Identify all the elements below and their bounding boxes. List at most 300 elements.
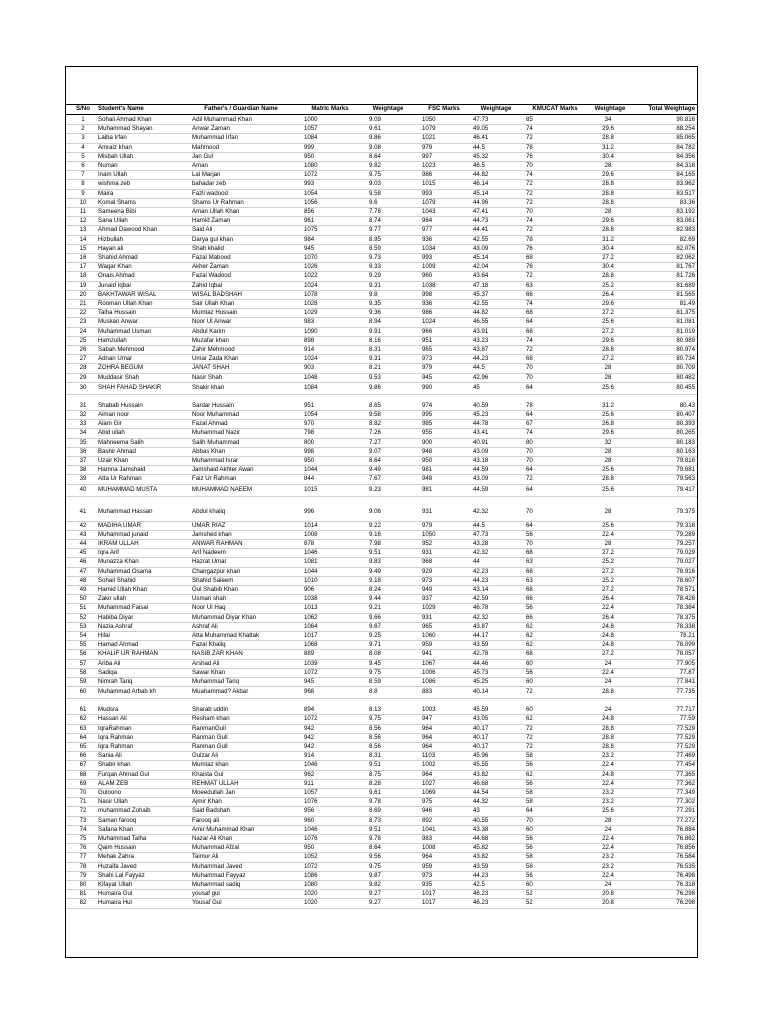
total-weightage-cell: 88.254 [676,125,695,133]
total-weightage-cell: 82.69 [679,235,695,243]
kmucat-marks-cell: 68 [526,567,533,575]
kmucat-marks-cell: 72 [526,134,533,142]
student-name-cell: Furqan Ahmad Gul [98,770,150,778]
kmucat-marks-cell: 62 [526,622,533,630]
kmucat-marks-cell: 62 [526,770,533,778]
kmucat-marks-cell: 64 [526,521,533,529]
guardian-name-cell: Fazal Khaliq [192,641,226,649]
kmucat-marks-cell: 72 [526,346,533,353]
matric-marks-cell: 1046 [304,761,318,769]
matric-marks-cell: 950 [304,457,315,464]
guardian-name-cell: Usman shah [192,595,227,603]
kmucat-weightage-cell: 23.2 [602,798,614,806]
kmucat-weightage-cell: 22.4 [602,604,614,612]
kmucat-weightage-cell: 31.2 [602,143,614,151]
serial-cell: 82 [79,899,87,907]
guardian-name-cell: Sawar Khan [192,668,226,676]
kmucat-marks-cell: 64 [526,485,533,493]
total-weightage-cell: 78.099 [676,641,695,649]
fsc-weightage-cell: 44.5 [473,364,485,372]
matric-weightage-cell: 9.75 [369,668,381,676]
guardian-name-cell: Faiz Ur Rahman [192,475,237,483]
fsc-marks-cell: 936 [422,235,433,243]
table-header-row [66,104,697,115]
guardian-name-cell: Fazal Mabood [192,254,231,261]
kmucat-marks-cell: 72 [526,743,533,750]
guardian-name-cell: Umar Zada Khan [192,355,239,363]
matric-marks-cell: 970 [304,420,315,428]
total-weightage-cell: 77.272 [676,816,695,824]
student-name-cell: Shabab Hussain [98,401,143,409]
kmucat-marks-cell: 63 [526,281,533,289]
total-weightage-cell: 78.21 [679,632,695,639]
fsc-weightage-cell: 40.14 [473,688,489,696]
matric-marks-cell: 1024 [304,355,318,363]
guardian-name-cell: Muhammad Tariq [192,678,239,685]
kmucat-weightage-cell: 22.4 [602,668,614,676]
total-weightage-cell: 80.183 [676,438,695,446]
total-weightage-cell: 85.065 [676,134,695,142]
fsc-weightage-cell: 45.32 [473,152,489,160]
kmucat-weightage-cell: 22.4 [602,871,614,879]
guardian-name-cell: Shakir khan [192,383,225,391]
total-weightage-cell: 84.356 [676,152,695,160]
fsc-marks-cell: 1041 [422,825,436,833]
kmucat-marks-cell: 60 [526,825,533,833]
kmucat-weightage-cell: 24.8 [602,622,614,630]
fsc-weightage-cell: 42.59 [473,595,489,603]
serial-cell: 20 [79,290,87,298]
total-weightage-cell: 78.338 [676,622,695,630]
total-weightage-cell: 80.709 [676,364,695,372]
fsc-marks-cell: 973 [422,576,433,584]
matric-marks-cell: 945 [304,244,315,252]
guardian-name-cell: Changazpur khan [192,567,241,575]
kmucat-marks-cell: 56 [526,761,533,769]
fsc-weightage-cell: 44.46 [473,659,489,667]
fsc-marks-cell: 965 [422,622,433,630]
kmucat-marks-cell: 76 [526,263,533,271]
serial-cell: 53 [79,622,87,630]
serial-cell: 76 [79,844,87,852]
student-name-cell: Muskan Anwar [98,318,138,326]
total-weightage-cell: 78.607 [676,576,695,584]
kmucat-marks-cell: 68 [526,254,533,261]
student-name-cell: Komal Shams [98,198,136,206]
kmucat-marks-cell: 56 [526,871,533,879]
fsc-marks-cell: 1050 [422,530,436,538]
matric-marks-cell: 1090 [304,327,318,335]
kmucat-marks-cell: 62 [526,641,533,649]
matric-marks-cell: 1026 [304,263,318,271]
guardian-name-cell: Abdul Karim [192,327,226,335]
matric-weightage-cell: 9.35 [369,300,381,307]
matric-marks-cell: 962 [304,770,315,778]
matric-marks-cell: 844 [304,475,315,483]
kmucat-weightage-cell: 29.6 [602,217,614,225]
kmucat-weightage-cell: 20.8 [602,890,614,898]
total-weightage-cell: 83.962 [676,180,695,188]
matric-marks-cell: 914 [304,752,315,760]
fsc-marks-cell: 964 [422,724,433,732]
fsc-weightage-cell: 46.5 [473,162,485,169]
matric-marks-cell: 1044 [304,567,318,575]
student-name-cell: Hayan ali [98,244,124,252]
fsc-marks-cell: 1023 [422,162,436,169]
fsc-marks-cell: 1038 [422,281,436,289]
matric-marks-cell: 1070 [304,254,318,261]
matric-marks-cell: 1013 [304,604,318,612]
kmucat-weightage-cell: 32 [604,438,612,446]
fsc-marks-cell: 1050 [422,116,436,123]
matric-weightage-cell: 8.28 [369,779,381,787]
serial-cell: 45 [79,549,87,557]
matric-weightage-cell: 9.6 [369,198,378,206]
matric-weightage-cell: 7.67 [369,475,381,483]
fsc-marks-cell: 960 [422,272,433,280]
total-weightage-cell: 80.163 [676,447,695,455]
fsc-marks-cell: 1003 [422,706,436,714]
serial-cell: 51 [79,604,87,612]
student-name-cell: Muhammad junaid [98,530,149,538]
kmucat-marks-cell: 72 [526,180,533,188]
table-row [66,503,697,522]
kmucat-marks-cell: 74 [526,125,533,133]
serial-cell: 10 [79,198,87,206]
kmucat-marks-cell: 68 [526,549,533,557]
guardian-name-cell: Mumtaz khan [192,761,229,769]
matric-marks-cell: 1072 [304,668,318,676]
fsc-marks-cell: 929 [422,567,433,575]
fsc-weightage-cell: 44.23 [473,871,489,879]
matric-weightage-cell: 8.21 [369,364,381,372]
kmucat-weightage-cell: 25.6 [602,466,614,474]
kmucat-marks-cell: 74 [526,217,533,225]
matric-weightage-cell: 9.56 [369,853,381,861]
matric-weightage-cell: 9.75 [369,715,381,723]
student-name-cell: Ahmad Dawood Khan [98,226,158,234]
guardian-name-cell: Zahid Iqbal [192,281,223,289]
student-name-cell: Munazza Khan [98,558,139,566]
student-name-cell: Onais Ahmad [98,272,135,280]
matric-marks-cell: 960 [304,816,315,824]
matric-marks-cell: 1057 [304,125,318,133]
serial-cell: 12 [79,217,87,225]
serial-cell: 40 [79,485,87,493]
kmucat-marks-cell: 72 [526,688,533,696]
matric-weightage-cell: 9.16 [369,530,381,538]
fsc-marks-cell: 985 [422,420,433,428]
guardian-name-cell: Muhammad Fayyaz [192,871,246,879]
column-header: Weightage [372,105,404,112]
matric-marks-cell: 856 [304,208,315,215]
guardian-name-cell: Atta Muhammad Khattak [192,632,260,639]
total-weightage-cell: 80.734 [676,355,695,363]
kmucat-weightage-cell: 25.6 [602,807,614,815]
kmucat-weightage-cell: 25.6 [602,383,614,391]
kmucat-weightage-cell: 27.2 [602,586,614,593]
kmucat-marks-cell: 72 [526,189,533,197]
fsc-weightage-cell: 43.87 [473,622,489,630]
fsc-weightage-cell: 45.82 [473,844,489,852]
student-name-cell: Sana Ullah [98,217,128,225]
matric-marks-cell: 1046 [304,549,318,557]
kmucat-weightage-cell: 28.8 [602,743,614,750]
kmucat-weightage-cell: 27.2 [602,567,614,575]
matric-weightage-cell: 8.56 [369,733,381,741]
total-weightage-cell: 79.289 [676,530,695,538]
total-weightage-cell: 77.717 [676,706,695,714]
kmucat-weightage-cell: 28.8 [602,346,614,353]
fsc-weightage-cell: 40.17 [473,743,489,750]
kmucat-marks-cell: 56 [526,844,533,852]
matric-weightage-cell: 8.74 [369,217,381,225]
column-header: Matric Marks [311,105,349,112]
guardian-name-cell: Muzafar khan [192,336,229,344]
matric-weightage-cell: 9.78 [369,798,381,806]
kmucat-weightage-cell: 28.8 [602,180,614,188]
kmucat-weightage-cell: 30.4 [602,263,614,271]
guardian-name-cell: Muhammad Irfan [192,134,239,142]
kmucat-weightage-cell: 27.2 [602,309,614,317]
guardian-name-cell: Noor Muhammad [192,411,240,418]
fsc-weightage-cell: 47.73 [473,116,489,123]
kmucat-weightage-cell: 24.8 [602,715,614,723]
matric-weightage-cell: 9.67 [369,622,381,630]
kmucat-marks-cell: 76 [526,152,533,160]
student-name-cell: Numan [98,162,118,169]
fsc-weightage-cell: 40.17 [473,733,489,741]
matric-marks-cell: 1020 [304,890,318,898]
student-name-cell: Hizbullah [98,235,124,243]
student-name-cell: Shahid Ahmad [98,254,138,261]
matric-marks-cell: 942 [304,724,315,732]
fsc-weightage-cell: 45.25 [473,678,489,685]
kmucat-weightage-cell: 28 [604,373,612,381]
serial-cell: 75 [79,835,87,842]
kmucat-marks-cell: 72 [526,198,533,206]
fsc-marks-cell: 948 [422,475,433,483]
total-weightage-cell: 82.062 [676,254,695,261]
fsc-marks-cell: 1069 [422,789,436,796]
student-name-cell: Mehak Zahra [98,853,134,861]
fsc-weightage-cell: 45.59 [473,706,489,714]
fsc-marks-cell: 964 [422,853,433,861]
matric-marks-cell: 906 [304,586,315,593]
matric-marks-cell: 903 [304,364,315,372]
fsc-marks-cell: 998 [422,290,433,298]
kmucat-marks-cell: 70 [526,507,533,515]
serial-cell: 18 [79,272,87,280]
fsc-marks-cell: 993 [422,189,433,197]
serial-cell: 50 [79,595,87,603]
fsc-marks-cell: 935 [422,881,433,888]
fsc-weightage-cell: 42.04 [473,263,489,271]
fsc-weightage-cell: 42.32 [473,613,489,621]
fsc-marks-cell: 931 [422,507,433,515]
serial-cell: 21 [79,300,87,307]
total-weightage-cell: 84.318 [676,162,695,169]
total-weightage-cell: 76.884 [676,825,695,833]
fsc-marks-cell: 1067 [422,659,436,667]
student-name-cell: muhammad Zohaib [98,807,151,815]
student-name-cell: Iqra Arif [98,549,119,557]
student-name-cell: Nimrah Tariq [98,678,133,685]
serial-cell: 4 [81,143,85,151]
kmucat-weightage-cell: 29.6 [602,125,614,133]
fsc-marks-cell: 993 [422,254,433,261]
fsc-marks-cell: 986 [422,309,433,317]
guardian-name-cell: Yousaf Gul [192,899,222,907]
matric-weightage-cell: 8.75 [369,770,381,778]
matric-weightage-cell: 9.61 [369,125,381,133]
matric-marks-cell: 1008 [304,530,318,538]
matric-marks-cell: 1072 [304,171,318,179]
fsc-marks-cell: 984 [422,217,433,225]
fsc-weightage-cell: 42.78 [473,650,489,658]
kmucat-weightage-cell: 22.4 [602,761,614,769]
kmucat-marks-cell: 66 [526,595,533,603]
fsc-marks-cell: 981 [422,466,433,474]
serial-cell: 13 [79,226,87,234]
matric-weightage-cell: 9.27 [369,899,381,907]
student-name-cell: Iqra Rahman [98,743,134,750]
fsc-weightage-cell: 44.73 [473,217,489,225]
serial-cell: 19 [79,281,87,289]
guardian-name-cell: Sardar Hussain [192,401,234,409]
guardian-name-cell: Resham khan [192,715,230,723]
student-name-cell: Mahneema Salih [98,438,144,446]
fsc-marks-cell: 1029 [422,604,436,612]
matric-marks-cell: 1062 [304,613,318,621]
fsc-weightage-cell: 44.41 [473,226,489,234]
kmucat-weightage-cell: 29.6 [602,300,614,307]
matric-weightage-cell: 8.64 [369,152,381,160]
fsc-weightage-cell: 43.09 [473,447,489,455]
fsc-weightage-cell: 42.32 [473,507,489,515]
kmucat-marks-cell: 56 [526,604,533,612]
guardian-name-cell: REHMAT ULLAH [192,779,239,787]
kmucat-weightage-cell: 20.8 [602,899,614,907]
fsc-marks-cell: 952 [422,540,433,547]
matric-weightage-cell: 8.13 [369,706,381,714]
kmucat-weightage-cell: 24 [604,678,612,685]
fsc-weightage-cell: 44.68 [473,835,489,842]
fsc-weightage-cell: 47.41 [473,208,489,215]
fsc-weightage-cell: 44.78 [473,420,489,428]
serial-cell: 52 [79,613,87,621]
guardian-name-cell: Darya gul khan [192,235,233,243]
kmucat-weightage-cell: 28 [604,816,612,824]
total-weightage-cell: 76.584 [676,853,695,861]
fsc-weightage-cell: 43.82 [473,853,489,861]
guardian-name-cell: Khaista Gul [192,770,224,778]
guardian-name-cell: Said Ali [192,226,213,234]
serial-cell: 43 [79,530,87,538]
serial-cell: 38 [79,466,87,474]
fsc-weightage-cell: 44.5 [473,521,485,529]
total-weightage-cell: 77.841 [676,678,695,685]
serial-cell: 44 [79,540,87,547]
matric-weightage-cell: 9.78 [369,835,381,842]
student-name-cell: MADIHA UMAR [98,521,141,529]
student-name-cell: Muhammad Osama [98,567,152,575]
fsc-marks-cell: 964 [422,770,433,778]
student-name-cell: Humaira Hul [98,899,132,907]
matric-marks-cell: 1054 [304,189,318,197]
student-name-cell: Sadiqa [98,668,117,676]
matric-marks-cell: 1072 [304,862,318,870]
matric-weightage-cell: 8.59 [369,244,381,252]
kmucat-marks-cell: 58 [526,862,533,870]
kmucat-weightage-cell: 24 [604,659,612,667]
kmucat-marks-cell: 80 [526,438,533,446]
serial-cell: 23 [79,318,87,326]
kmucat-weightage-cell: 22.4 [602,530,614,538]
matric-marks-cell: 1048 [304,373,318,381]
matric-marks-cell: 894 [304,706,315,714]
total-weightage-cell: 76.535 [676,862,695,870]
kmucat-weightage-cell: 28 [604,447,612,455]
fsc-marks-cell: 1015 [422,180,436,188]
student-name-cell: Aiman noor [98,411,130,418]
matric-marks-cell: 1017 [304,632,318,639]
total-weightage-cell: 81.019 [676,327,695,335]
fsc-weightage-cell: 43.09 [473,244,489,252]
student-name-cell: Hamzullah [98,336,127,344]
kmucat-weightage-cell: 28 [604,208,612,215]
student-name-cell: Qaim Hussain [98,844,137,852]
kmucat-marks-cell: 72 [526,272,533,280]
serial-cell: 55 [79,641,87,649]
kmucat-weightage-cell: 25.2 [602,576,614,584]
matric-marks-cell: 798 [304,429,315,437]
kmucat-marks-cell: 62 [526,715,533,723]
kmucat-weightage-cell: 22.4 [602,844,614,852]
student-name-cell: Talha Hussain [98,309,137,317]
kmucat-weightage-cell: 34 [604,116,612,123]
kmucat-weightage-cell: 27.2 [602,650,614,658]
matric-marks-cell: 1022 [304,272,318,280]
fsc-weightage-cell: 45.23 [473,411,489,418]
fsc-marks-cell: 995 [422,411,433,418]
student-name-cell: Hamid Ullah Khan [98,586,148,593]
kmucat-weightage-cell: 28.8 [602,198,614,206]
kmucat-weightage-cell: 28.8 [602,272,614,280]
fsc-marks-cell: 1017 [422,899,436,907]
student-name-cell: Guloono [98,789,122,796]
matric-marks-cell: 1020 [304,899,318,907]
guardian-name-cell: Jamshaid Akhter Awan [192,466,254,474]
matric-weightage-cell: 9.51 [369,825,381,833]
fsc-weightage-cell: 44.59 [473,466,489,474]
fsc-weightage-cell: 43.14 [473,586,489,593]
fsc-weightage-cell: 45.37 [473,290,489,298]
kmucat-marks-cell: 70 [526,162,533,169]
student-name-cell: Sameena Bibi [98,208,136,215]
kmucat-weightage-cell: 24 [604,706,612,714]
matric-weightage-cell: 8.94 [369,318,381,326]
kmucat-marks-cell: 58 [526,853,533,861]
matric-weightage-cell: 8.31 [369,752,381,760]
fsc-marks-cell: 959 [422,862,433,870]
total-weightage-cell: 77.362 [676,779,695,787]
serial-cell: 8 [81,180,85,188]
matric-weightage-cell: 9.31 [369,281,381,289]
kmucat-marks-cell: 70 [526,447,533,455]
fsc-marks-cell: 1002 [422,761,436,769]
fsc-weightage-cell: 46.41 [473,134,489,142]
